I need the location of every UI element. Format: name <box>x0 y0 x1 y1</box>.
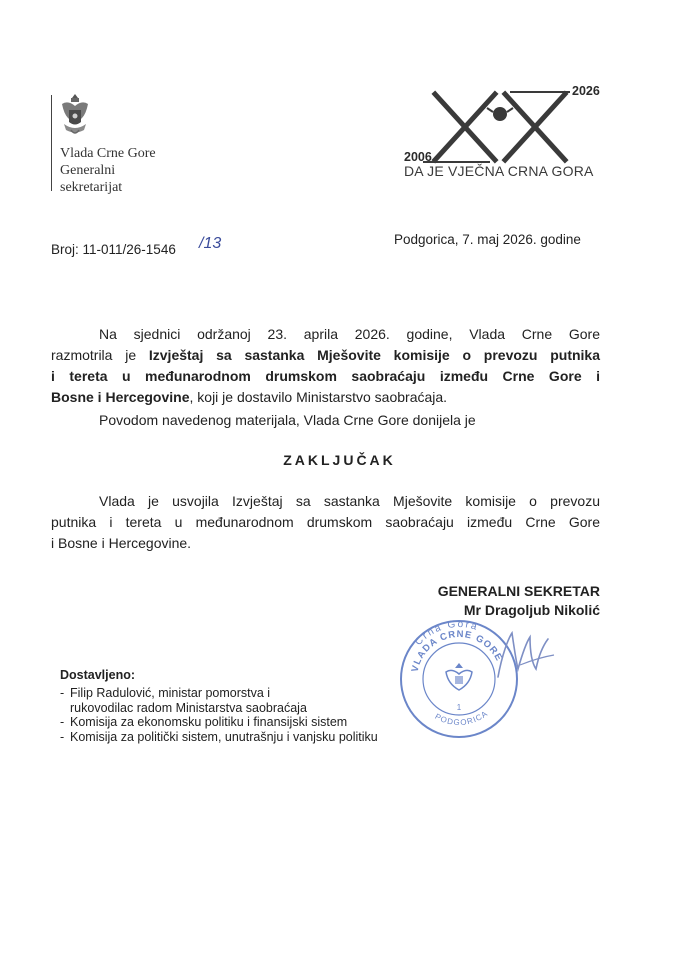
stamp-crest-icon <box>446 663 472 690</box>
stamp-number: 1 <box>456 703 462 712</box>
distribution-list <box>60 686 378 744</box>
place-date: Podgorica, 7. maj 2026. godine <box>394 232 581 247</box>
coat-of-arms-icon <box>58 92 92 138</box>
conclusion-heading: ZAKLJUČAK <box>283 452 396 468</box>
government-name: Vlada Crne Gore <box>60 146 156 161</box>
general-label: Generalni <box>60 163 116 178</box>
stamp-top-text: Crna Gora <box>413 618 480 648</box>
svg-text:PODGORICA <box>433 709 489 727</box>
stamp-ring-text: VLADA CRNE GORE <box>409 628 505 674</box>
crest-icon <box>487 107 513 121</box>
intro-line-2: razmotrila je Izvještaj sa sastanka Mješovite komisije o prevozu putnika <box>51 347 600 363</box>
signatory-title: GENERALNI SEKRETAR <box>437 583 600 599</box>
logo-year-start: 2006 <box>404 150 432 164</box>
handwritten-signature <box>490 625 560 685</box>
reference-number: Broj: 11-011/26-1546 <box>51 242 176 257</box>
distribution-item: - Komisija za ekonomsku politiku i finansijski sistem <box>60 715 378 730</box>
signatory-name: Mr Dragoljub Nikolić <box>463 602 600 618</box>
intro-line-4: Bosne i Hercegovine, koji je dostavilo Ministarstvo saobraćaja. <box>51 389 448 405</box>
header-divider <box>51 95 52 191</box>
logo-year-end: 2026 <box>572 84 600 98</box>
conclusion-paragraph <box>51 491 600 554</box>
intro-line-1: Na sjednici održanoj 23. aprila 2026. godine, Vlada Crne Gore <box>99 326 600 342</box>
conclusion-line-2: putnika i tereta u međunarodnom drumskom saobraćaju između Crne Gore <box>51 514 600 530</box>
distribution-title: Dostavljeno: <box>60 668 136 682</box>
intro-line-3: i tereta u međunarodnom drumskom saobraćaju između Crne Gore i <box>51 368 600 384</box>
conclusion-line-1: Vlada je usvojila Izvještaj sa sastanka Mješovite komisije o prevozu <box>99 493 600 509</box>
intro-paragraph <box>51 324 600 408</box>
motivation-paragraph: Povodom navedenog materijala, Vlada Crne Gore donijela je <box>99 412 476 428</box>
distribution-item: - Komisija za politički sistem, unutrašnju i vanjsku politiku <box>60 730 378 745</box>
distribution-item: - Filip Radulović, ministar pomorstva i rukovodilac radom Ministarstva saobraćaja <box>60 686 378 715</box>
stamp-bottom-text: PODGORICA <box>433 708 490 728</box>
conclusion-line-3: i Bosne i Hercegovine. <box>51 535 192 551</box>
secretariat-label: sekretarijat <box>60 180 123 195</box>
logo-slogan: DA JE VJEČNA CRNA GORA <box>404 163 594 179</box>
handwritten-reference: /13 <box>199 235 222 252</box>
